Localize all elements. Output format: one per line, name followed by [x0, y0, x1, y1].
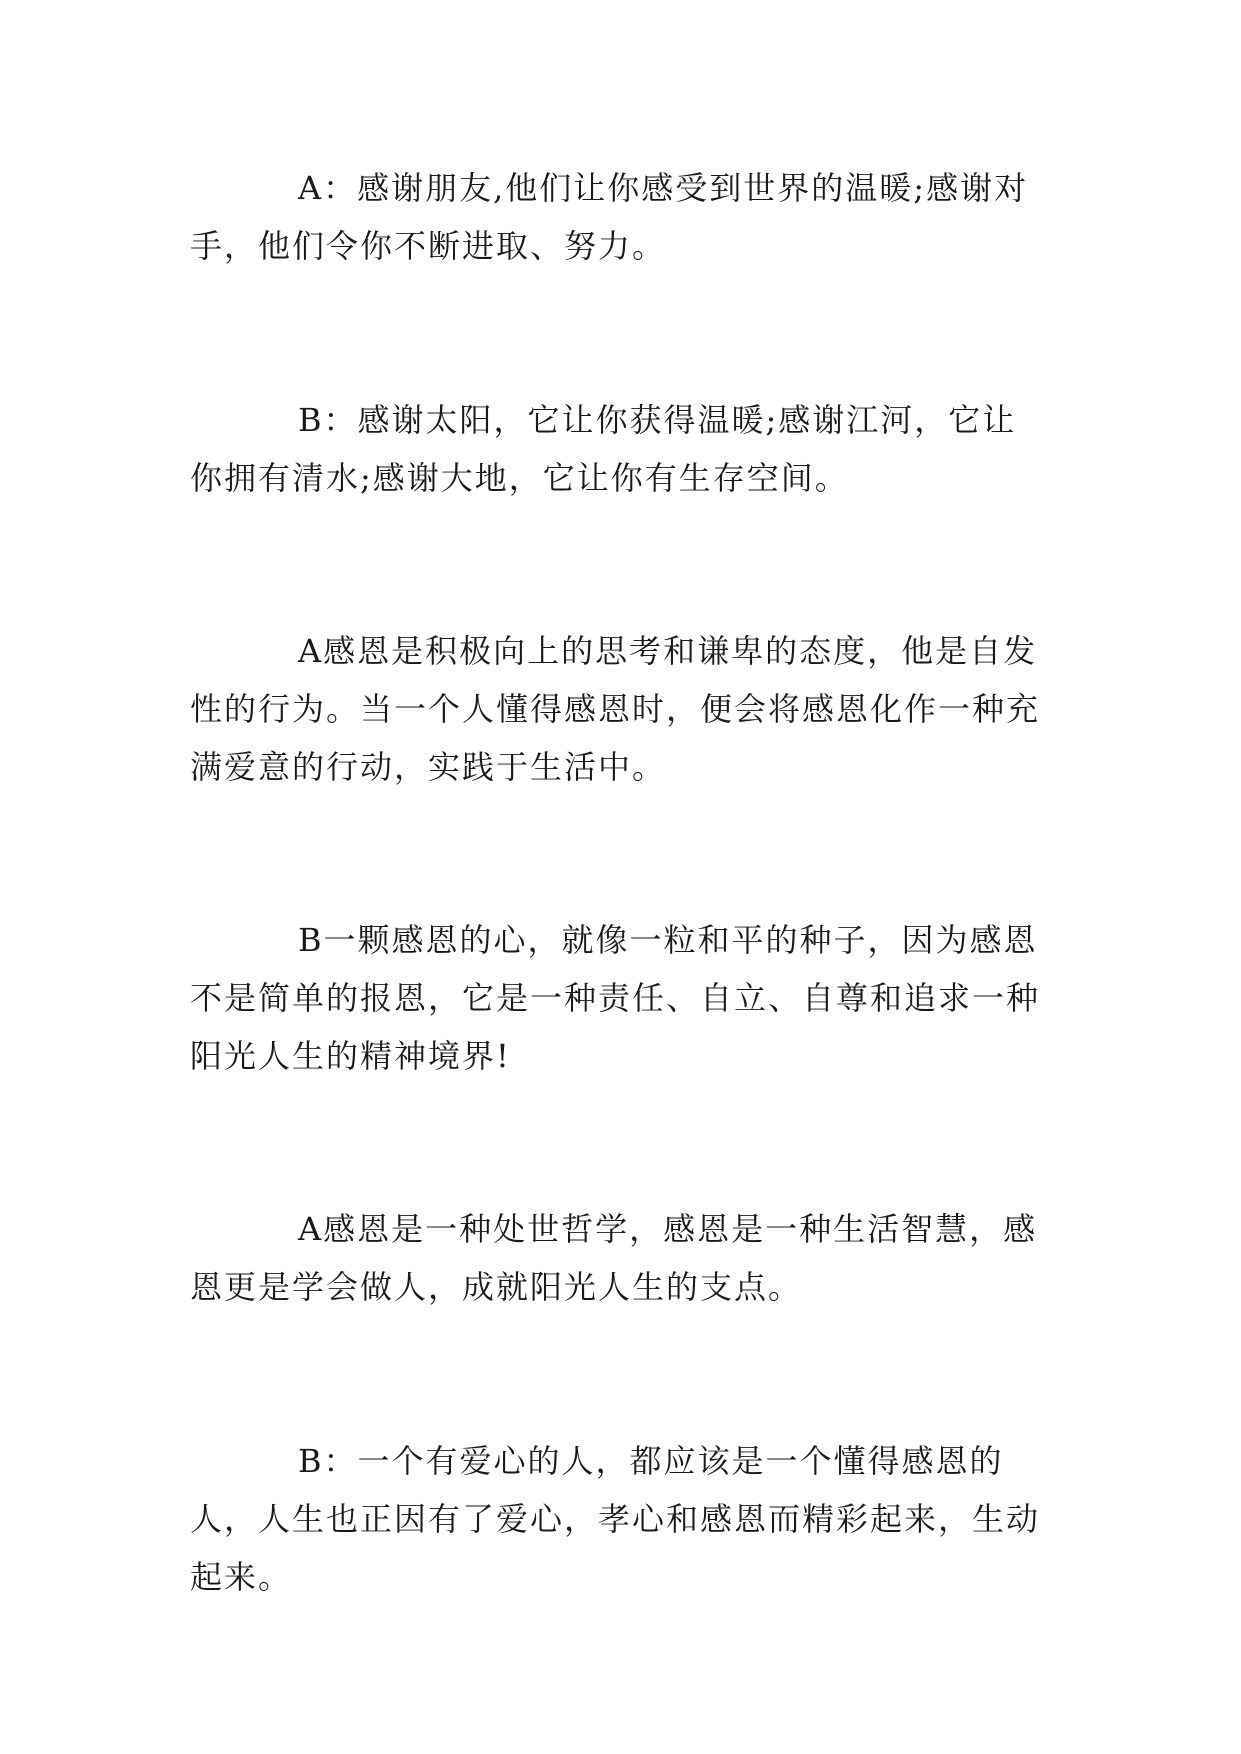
paragraph-b-thanks-sun: B：感谢太阳，它让你获得温暖;感谢江河，它让你拥有清水;感谢大地，它让你有生存空间。: [190, 401, 1017, 497]
paragraph-a-gratitude-philosophy: A感恩是一种处世哲学，感恩是一种生活智慧，感恩更是学会做人，成就阳光人生的支点。: [190, 1210, 1038, 1306]
paragraph-a-thanks-friends: A：感谢朋友,他们让你感受到世界的温暖;感谢对手，他们令你不断进取、努力。: [190, 169, 1029, 265]
paragraph-b-grateful-heart: B一颗感恩的心，就像一粒和平的种子，因为感恩不是简单的报恩，它是一种责任、自立、自尊和追求一种阳光人生的精神境界!: [190, 921, 1041, 1075]
paragraph-b-loving-person: B：一个有爱心的人，都应该是一个懂得感恩的人，人生也正因有了爱心，孝心和感恩而精彩起来，生动起来。: [190, 1442, 1041, 1596]
paragraph-a-gratitude-attitude: A感恩是积极向上的思考和谦卑的态度，他是自发性的行为。当一个人懂得感恩时，便会将感恩化作一种充满爱意的行动，实践于生活中。: [190, 632, 1041, 786]
